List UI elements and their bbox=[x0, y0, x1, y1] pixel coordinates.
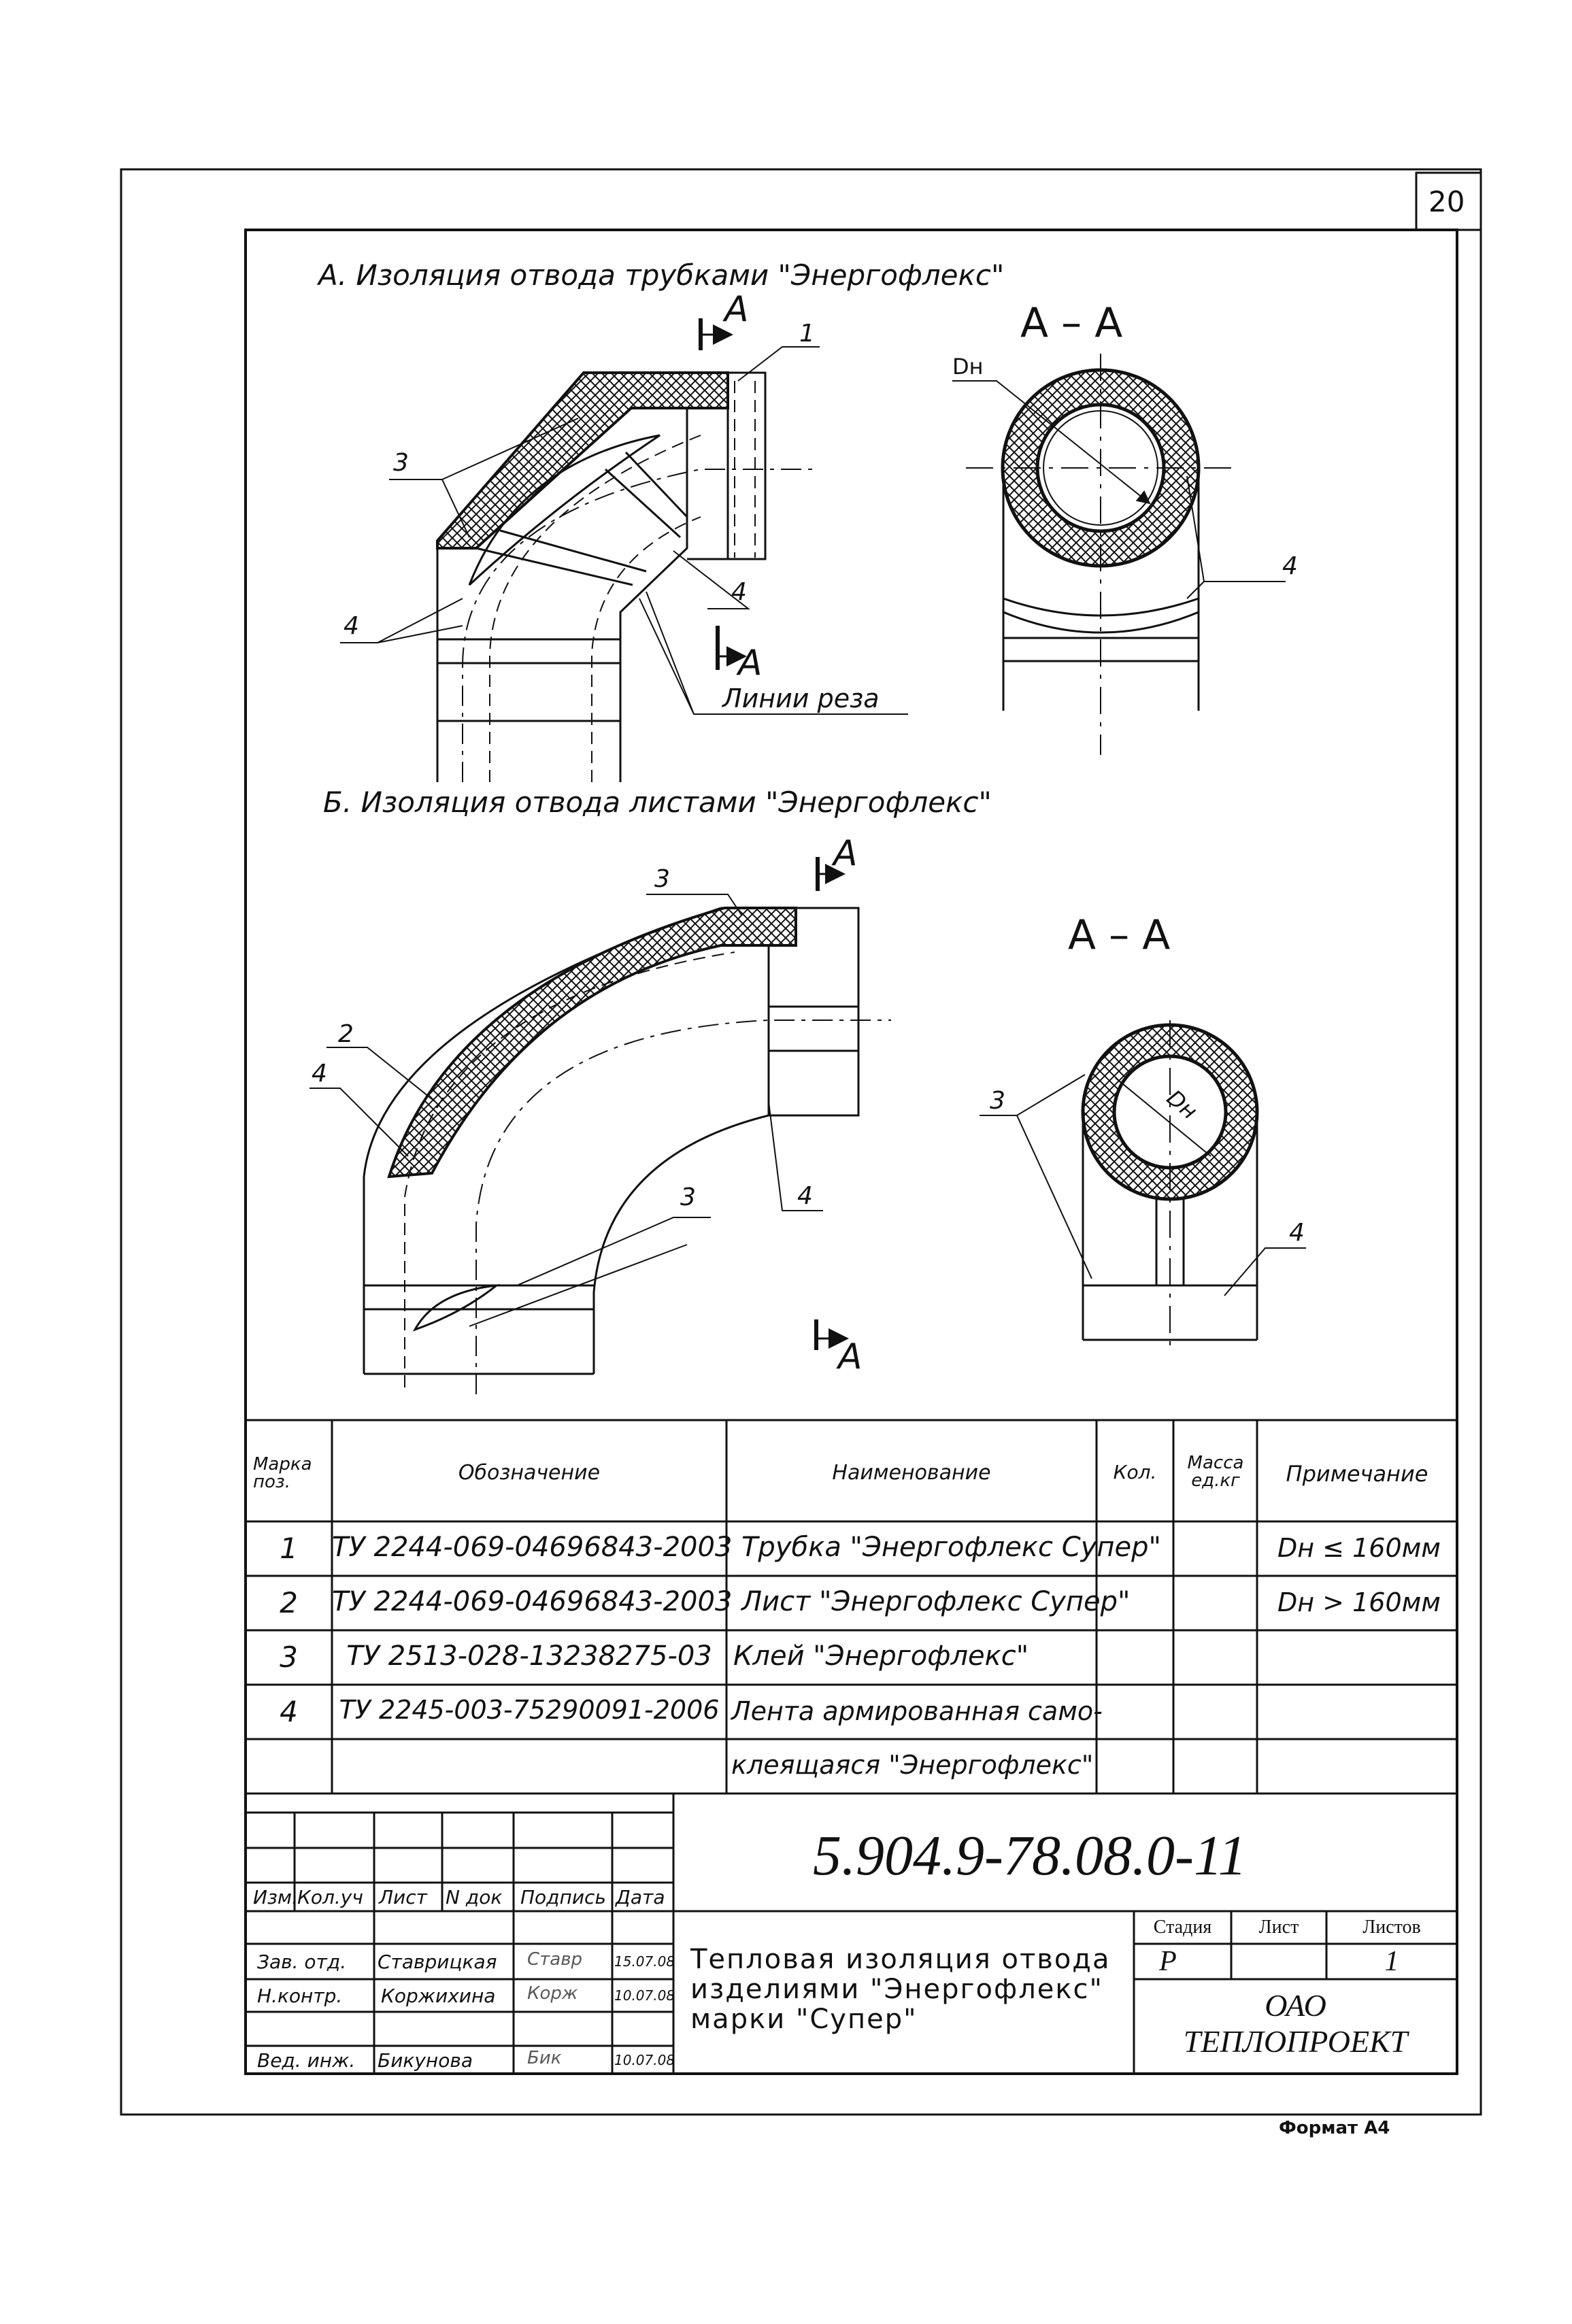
callout-section-bottom-4: 4 bbox=[1289, 1219, 1305, 1247]
header-name: Наименование bbox=[832, 1461, 991, 1485]
sheet-number: 20 bbox=[1428, 185, 1465, 218]
row4-pos: 4 bbox=[280, 1695, 298, 1728]
outer-frame bbox=[121, 169, 1481, 2115]
cut-letter-b2: А bbox=[838, 1336, 863, 1377]
col-ndok: N док bbox=[446, 1886, 503, 1908]
signer3-role: Вед. инж. bbox=[257, 2049, 356, 2072]
signer2-name: Коржихина bbox=[381, 1985, 496, 2007]
row2-pos: 2 bbox=[280, 1586, 298, 1619]
dn-label-top: Dн bbox=[952, 354, 984, 380]
callout-b-3a: 3 bbox=[654, 865, 670, 893]
header-mass: Масса ед.кг bbox=[1187, 1453, 1244, 1491]
callout-a-4a: 4 bbox=[344, 612, 359, 640]
format-label: Формат А4 bbox=[1279, 2118, 1390, 2138]
stage-value: Р bbox=[1159, 1946, 1177, 1977]
signer1-role: Зав. отд. bbox=[257, 1951, 347, 1973]
org-line1: ОАО bbox=[1265, 1988, 1326, 2023]
row2-name: Лист "Энергофлекс Супер" bbox=[741, 1586, 1131, 1617]
signer2-date: 10.07.08 bbox=[614, 1987, 675, 2004]
doc-title-line1: Тепловая изоляция отвода bbox=[690, 1944, 1111, 1975]
row2-note: Dн > 160мм bbox=[1277, 1587, 1441, 1617]
signer1-date: 15.07.08 bbox=[614, 1953, 675, 1970]
callout-a-1: 1 bbox=[799, 320, 815, 348]
row1-designation: ТУ 2244-069-04696843-2003 bbox=[332, 1532, 733, 1563]
signer1-name: Ставрицкая bbox=[378, 1951, 497, 1973]
col-list: Лист bbox=[379, 1886, 427, 1908]
col-date: Дата bbox=[616, 1886, 665, 1908]
signer2-role: Н.контр. bbox=[257, 1985, 343, 2007]
signer3-date: 10.07.08 bbox=[614, 2052, 675, 2068]
header-note: Примечание bbox=[1286, 1461, 1428, 1487]
callout-section-top-4: 4 bbox=[1282, 552, 1298, 580]
cut-lines-label: Линии реза bbox=[722, 684, 880, 713]
section-label-bottom: А – А bbox=[1068, 911, 1171, 959]
header-qty: Кол. bbox=[1113, 1461, 1157, 1483]
callout-b-3b: 3 bbox=[680, 1183, 696, 1211]
section-label-top: А – А bbox=[1020, 299, 1123, 347]
doc-code: 5.904.9-78.08.0-11 bbox=[813, 1824, 1247, 1887]
header-pos: Марка поз. bbox=[253, 1454, 312, 1492]
callout-section-bottom-3: 3 bbox=[990, 1087, 1005, 1115]
row1-name: Трубка "Энергофлекс Супер" bbox=[741, 1532, 1161, 1563]
row1-pos: 1 bbox=[280, 1532, 298, 1565]
section-a-a-bottom bbox=[980, 1020, 1306, 1353]
cut-letter-b1: А bbox=[833, 833, 858, 874]
signer2-signature: Корж bbox=[527, 1983, 578, 2004]
sheets-value: 1 bbox=[1384, 1946, 1399, 1977]
signer1-signature: Ставр bbox=[527, 1949, 583, 1970]
sheet-label: Лист bbox=[1258, 1917, 1299, 1938]
doc-title-line3: марки "Супер" bbox=[690, 2004, 918, 2035]
callout-a-3: 3 bbox=[393, 449, 409, 477]
signer3-name: Бикунова bbox=[378, 2049, 473, 2072]
view-b-elbow bbox=[310, 857, 891, 1394]
row3-designation: ТУ 2513-028-13238275-03 bbox=[346, 1640, 712, 1672]
cut-letter-a1: А bbox=[724, 289, 749, 330]
doc-title-line2: изделиями "Энергофлекс" bbox=[690, 1974, 1103, 2005]
row3-pos: 3 bbox=[280, 1640, 298, 1674]
row3-name: Клей "Энергофлекс" bbox=[733, 1640, 1029, 1672]
col-sign: Подпись bbox=[520, 1886, 606, 1908]
stage-label: Стадия bbox=[1153, 1917, 1212, 1938]
header-designation: Обозначение bbox=[458, 1461, 601, 1485]
row5-name: клеящаяся "Энергофлекс" bbox=[731, 1750, 1094, 1780]
view-a-title: А. Изоляция отвода трубками "Энергофлекс" bbox=[318, 258, 1005, 292]
callout-b-4a: 4 bbox=[312, 1060, 327, 1088]
cut-letter-a2: А bbox=[738, 643, 763, 684]
col-izm: Изм. bbox=[253, 1886, 298, 1908]
signer3-signature: Бик bbox=[527, 2048, 562, 2068]
row4-name: Лента армированная само- bbox=[731, 1696, 1103, 1726]
callout-a-4b: 4 bbox=[731, 578, 747, 606]
row4-designation: ТУ 2245-003-75290091-2006 bbox=[339, 1695, 720, 1725]
sheets-label: Листов bbox=[1362, 1917, 1421, 1938]
org-line2: ТЕПЛОПРОЕКТ bbox=[1183, 2024, 1408, 2059]
col-kol: Кол.уч bbox=[297, 1886, 363, 1908]
section-a-a-top bbox=[952, 354, 1286, 755]
row2-designation: ТУ 2244-069-04696843-2003 bbox=[332, 1586, 733, 1617]
callout-b-4b: 4 bbox=[797, 1182, 813, 1210]
row1-note: Dн ≤ 160мм bbox=[1277, 1533, 1441, 1563]
callout-b-2: 2 bbox=[338, 1020, 354, 1048]
view-b-title: Б. Изоляция отвода листами "Энергофлекс" bbox=[323, 786, 992, 819]
dn-label-bottom: Dн bbox=[1162, 1084, 1203, 1125]
